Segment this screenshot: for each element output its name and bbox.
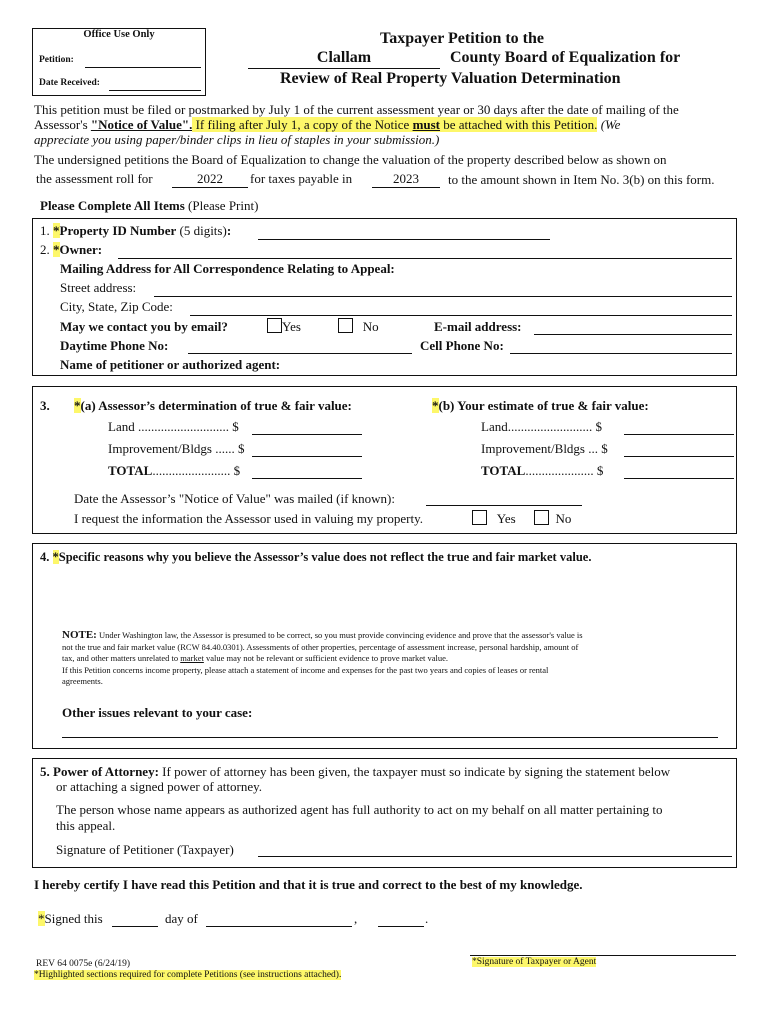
cell-phone-label: Cell Phone No: [420, 338, 504, 353]
agent-line-2: this appeal. [56, 818, 116, 833]
request-yes-option[interactable] [472, 510, 516, 527]
petition-label: Petition: [39, 55, 74, 65]
petition-field[interactable] [85, 67, 201, 68]
your-improvement-field[interactable] [624, 456, 734, 457]
title-line-2: County Board of Equalization for [450, 49, 681, 66]
intro-line-3: appreciate you using paper/binder clips in lieu of staples in your submission.) [34, 132, 440, 147]
poa-line-1 [40, 764, 670, 780]
assessor-improvement-field[interactable] [252, 456, 362, 457]
poa-title: 5. Power of Attorney: [40, 764, 159, 779]
your-land-label: Land.......................... $ [481, 419, 602, 434]
item-2-number: 2. [40, 242, 50, 257]
signed-day-field[interactable] [112, 926, 158, 927]
date-received-label: Date Received: [39, 78, 100, 88]
payable-year-field[interactable]: 2023 [372, 171, 440, 188]
email-yes-option[interactable] [267, 318, 301, 335]
assessor-improvement-label: Improvement/Bldgs ...... $ [108, 441, 245, 456]
intro-italic-a: (We [597, 117, 621, 132]
signed-line [38, 911, 103, 927]
assessor-total-label [108, 463, 240, 479]
note-line-5: agreements. [62, 676, 103, 686]
email-no-option[interactable] [338, 318, 379, 335]
intro-notice-of-value: "Notice of Value". [90, 117, 193, 132]
county-name[interactable]: Clallam [248, 49, 440, 69]
item-3b-label: (b) Your estimate of true & fair value: [438, 398, 649, 413]
notice-mailed-label: Date the Assessor’s "Notice of Value" was mailed (if known): [74, 491, 395, 506]
note-line-4: If this Petition concerns income property, please attach a statement of income and expenses for the past two years and copies of leases or rental [62, 664, 549, 675]
item-2 [40, 242, 102, 258]
note-text-3a: tax, and other matters unrelated to [62, 653, 181, 663]
signed-month-field[interactable] [206, 926, 352, 927]
roll-year-field[interactable]: 2022 [172, 171, 248, 188]
email-yes-checkbox[interactable] [267, 318, 282, 333]
street-label: Street address: [60, 280, 137, 295]
reasons-input-area[interactable] [60, 570, 724, 628]
your-total-label [481, 463, 603, 479]
complete-instructions [40, 198, 258, 214]
signature-agent-label: *Signature of Taxpayer or Agent [472, 957, 597, 967]
signed-comma: , [354, 911, 358, 926]
notice-mailed-field[interactable] [426, 505, 582, 506]
other-issues-label: Other issues relevant to your case: [62, 705, 253, 720]
property-id-label: Property ID Number [59, 223, 177, 238]
owner-field[interactable] [118, 258, 732, 259]
note-line-2: not the true and fair market value (RCW 84.40.0301). Assessments of other properties, percentage of assessment increase, personal hardship, amount of [62, 641, 579, 652]
note-text-1: Under Washington law, the Assessor is presumed to be correct, so you must provide convincing evidence and prove that the assessor's value is [96, 630, 583, 640]
intro-line-5a: the assessment roll for [36, 171, 153, 186]
city-label: City, State, Zip Code: [60, 299, 173, 314]
your-total-field[interactable] [624, 478, 734, 479]
item-3a-label: (a) Assessor’s determination of true & fair value: [80, 398, 352, 413]
title-line-1: Taxpayer Petition to the [380, 30, 544, 47]
email-question: May we contact you by email? [60, 319, 228, 334]
poa-text-a: If power of attorney has been given, the taxpayer must so indicate by signing the statement below [158, 764, 671, 779]
intro-line-5c: to the amount shown in Item No. 3(b) on this form. [448, 172, 715, 187]
request-info-label: I request the information the Assessor used in valuing my property. [74, 511, 424, 526]
assessor-land-field[interactable] [252, 434, 362, 435]
email-field[interactable] [534, 334, 732, 335]
item-2-required: * [53, 242, 60, 257]
request-no-option[interactable] [534, 510, 571, 527]
item-3b-required: * [432, 398, 439, 413]
your-value-heading [432, 398, 649, 414]
form-id: REV 64 0075e (6/24/19) [36, 959, 131, 969]
office-use-box [32, 28, 206, 96]
email-label: E-mail address: [434, 319, 522, 334]
intro-must: must [412, 117, 441, 132]
city-field[interactable] [190, 315, 732, 316]
intro-highlight-a: If filing after July 1, a copy of the Notice [192, 117, 413, 132]
intro-highlight-b: be attached with this Petition. [440, 117, 598, 132]
request-yes-label: Yes [496, 511, 516, 526]
your-improvement-label: Improvement/Bldgs ... $ [481, 441, 608, 456]
email-no-label: No [362, 319, 379, 334]
request-yes-checkbox[interactable] [472, 510, 487, 525]
note-line-1 [62, 630, 722, 642]
note-text-3b: value may not be relevant or sufficient evidence to prove market value. [203, 653, 448, 663]
signed-label: Signed this [44, 911, 103, 926]
your-total-word: TOTAL [481, 463, 526, 478]
poa-line-2: or attaching a signed power of attorney. [56, 779, 263, 794]
office-use-title: Office Use Only [83, 29, 155, 40]
other-issues-field[interactable] [62, 737, 718, 738]
day-of-label: day of [165, 911, 198, 926]
item-1-number: 1. [40, 223, 50, 238]
assessor-value-heading [74, 398, 352, 414]
petitioner-signature-field[interactable] [258, 856, 732, 857]
item-3-number: 3. [40, 398, 50, 413]
note-label: NOTE: [62, 629, 97, 641]
signed-required: * [38, 911, 45, 926]
day-phone-field[interactable] [188, 353, 412, 354]
street-field[interactable] [154, 296, 732, 297]
cell-phone-field[interactable] [510, 353, 732, 354]
print-label: (Please Print) [184, 198, 259, 213]
email-no-checkbox[interactable] [338, 318, 353, 333]
property-id-colon: : [226, 223, 232, 238]
assessor-total-word: TOTAL [108, 463, 153, 478]
certify-statement: I hereby certify I have read this Petition and that it is true and correct to the best of my knowledge. [34, 877, 583, 892]
item-1-required: * [53, 223, 60, 238]
intro-line-2 [34, 117, 620, 133]
property-id-field[interactable] [258, 239, 550, 240]
item-3a-required: * [74, 398, 81, 413]
your-land-field[interactable] [624, 434, 734, 435]
day-phone-label: Daytime Phone No: [60, 338, 169, 353]
item-4-number: 4. [40, 550, 50, 564]
item-4-label: Specific reasons why you believe the Assessor’s value does not reflect the true and fair market value. [58, 550, 592, 564]
intro-assessor: Assessor's [34, 117, 91, 132]
assessor-total-field[interactable] [252, 478, 362, 479]
item-1 [40, 223, 231, 239]
agent-line-1: The person whose name appears as authorized agent has full authority to act on my behalf on all matter pertaining to [56, 802, 663, 817]
date-received-field[interactable] [109, 90, 201, 91]
note-market: market [180, 653, 204, 663]
petitioner-signature-label: Signature of Petitioner (Taxpayer) [56, 842, 234, 857]
your-total-dots: ..................... $ [525, 463, 604, 478]
complete-label: Please Complete All Items [40, 198, 185, 213]
note-line-3 [62, 653, 722, 665]
agent-signature-field[interactable] [470, 955, 736, 956]
mailing-label: Mailing Address for All Correspondence Relating to Appeal: [60, 261, 395, 276]
signed-period: . [425, 911, 429, 926]
assessor-land-label: Land ............................ $ [108, 419, 239, 434]
item-4-heading [40, 550, 591, 565]
request-no-checkbox[interactable] [534, 510, 549, 525]
intro-line-5b: for taxes payable in [250, 171, 353, 186]
request-no-label: No [555, 511, 572, 526]
title-line-3: Review of Real Property Valuation Determination [280, 70, 621, 87]
item-4-required: * [52, 550, 59, 564]
email-yes-label: Yes [282, 319, 301, 334]
property-id-hint: (5 digits) [176, 223, 227, 238]
intro-highlight [192, 117, 597, 132]
assessor-total-dots: ........................ $ [152, 463, 241, 478]
petitioner-label: Name of petitioner or authorized agent: [60, 357, 281, 372]
signed-year-field[interactable] [378, 926, 424, 927]
intro-line-1: This petition must be filed or postmarked by July 1 of the current assessment year or 30 days after the date of mailing of the [34, 102, 679, 117]
owner-label: Owner: [59, 242, 103, 257]
note-block [62, 630, 722, 688]
intro-line-4: The undersigned petitions the Board of Equalization to change the valuation of the property described below as shown on [34, 152, 667, 167]
highlight-note: *Highlighted sections required for complete Petitions (see instructions attached). [34, 970, 342, 980]
